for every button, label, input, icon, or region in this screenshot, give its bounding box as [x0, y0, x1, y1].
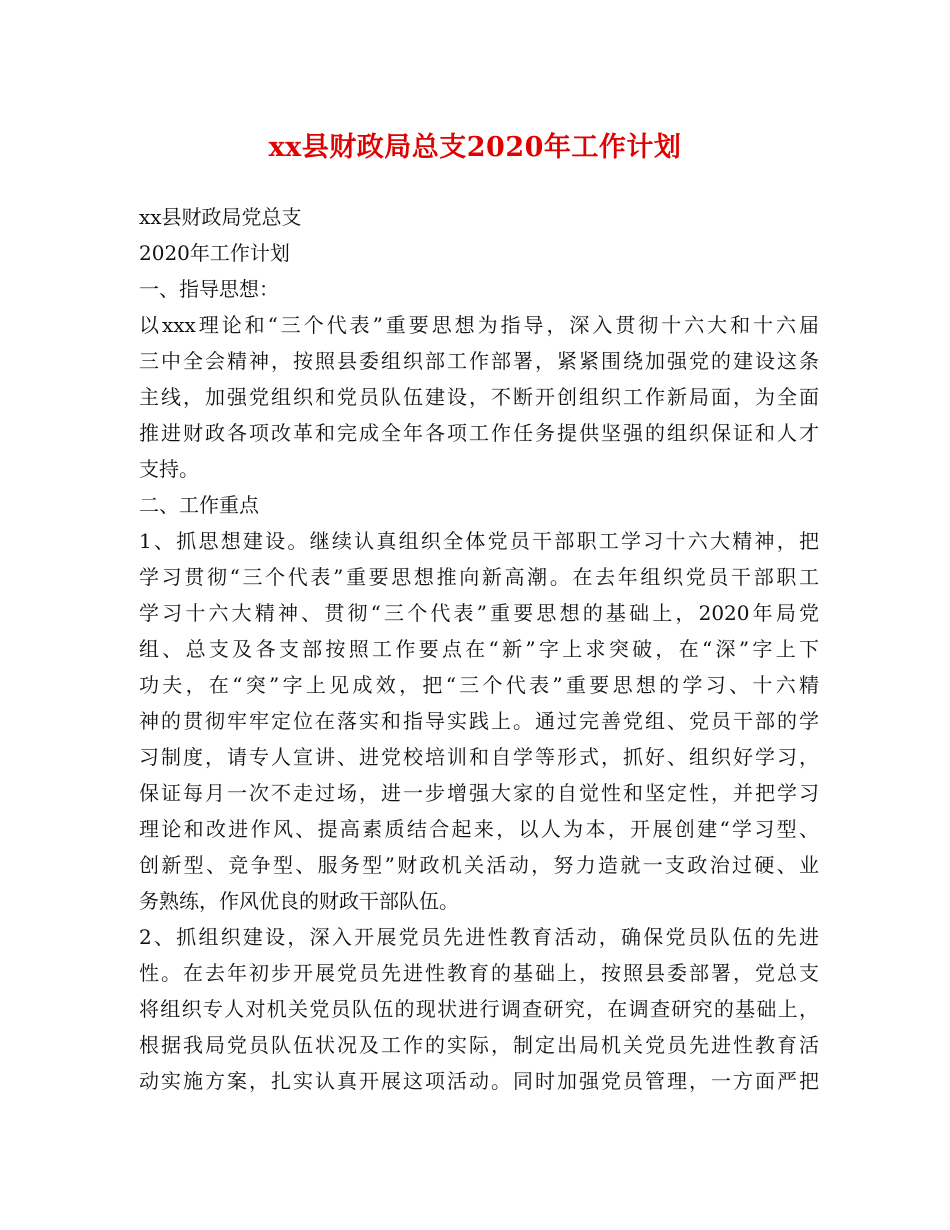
text-line: 创新型、竞争型、服务型”财政机关活动，努力造就一支政治过硬、业: [139, 853, 819, 877]
text-line: 推进财政各项改革和完成全年各项工作任务提供坚强的组织保证和人才: [139, 421, 819, 445]
text-line: 组、总支及各支部按照工作要点在“新”字上求突破，在“深”字上下: [139, 637, 819, 661]
document-body: [139, 199, 819, 1099]
text-line: 2020年工作计划: [139, 241, 290, 265]
text-line: 性。在去年初步开展党员先进性教育的基础上，按照县委部署，党总支: [139, 961, 819, 985]
text-line: 功夫，在“突”字上见成效，把“三个代表”重要思想的学习、十六精: [139, 673, 819, 697]
text-line: 学习贯彻“三个代表”重要思想推向新高潮。在去年组织党员干部职工: [139, 565, 819, 589]
text-line: 务熟练，作风优良的财政干部队伍。: [139, 889, 459, 913]
text-line: 2、抓组织建设，深入开展党员先进性教育活动，确保党员队伍的先进: [139, 925, 819, 949]
text-line: 理论和改进作风、提高素质结合起来，以人为本，开展创建“学习型、: [139, 817, 819, 841]
text-line: 学习十六大精神、贯彻“三个代表”重要思想的基础上，2020年局党: [139, 601, 819, 625]
text-line: 习制度，请专人宣讲、进党校培训和自学等形式，抓好、组织好学习，: [139, 745, 819, 769]
text-line: 一、指导思想：: [139, 277, 279, 301]
text-line: 以xxx理论和“三个代表”重要思想为指导，深入贯彻十六大和十六届: [139, 313, 819, 337]
text-line: 主线，加强党组织和党员队伍建设，不断开创组织工作新局面，为全面: [139, 385, 819, 409]
text-line: 神的贯彻牢牢定位在落实和指导实践上。通过完善党组、党员干部的学: [139, 709, 819, 733]
text-line: 二、工作重点: [139, 493, 259, 517]
text-line: 保证每月一次不走过场，进一步增强大家的自觉性和坚定性，并把学习: [139, 781, 819, 805]
document-title: xx县财政局总支2020年工作计划: [268, 132, 682, 163]
text-line: xx县财政局党总支: [139, 205, 302, 229]
text-line: 三中全会精神，按照县委组织部工作部署，紧紧围绕加强党的建设这条: [139, 349, 819, 373]
text-line: 动实施方案，扎实认真开展这项活动。同时加强党员管理，一方面严把: [139, 1069, 819, 1093]
text-line: 1、抓思想建设。继续认真组织全体党员干部职工学习十六大精神，把: [139, 529, 819, 553]
text-line: 将组织专人对机关党员队伍的现状进行调查研究，在调查研究的基础上，: [139, 997, 819, 1021]
text-line: 支持。: [139, 457, 199, 481]
text-line: 根据我局党员队伍状况及工作的实际，制定出局机关党员先进性教育活: [139, 1033, 819, 1057]
